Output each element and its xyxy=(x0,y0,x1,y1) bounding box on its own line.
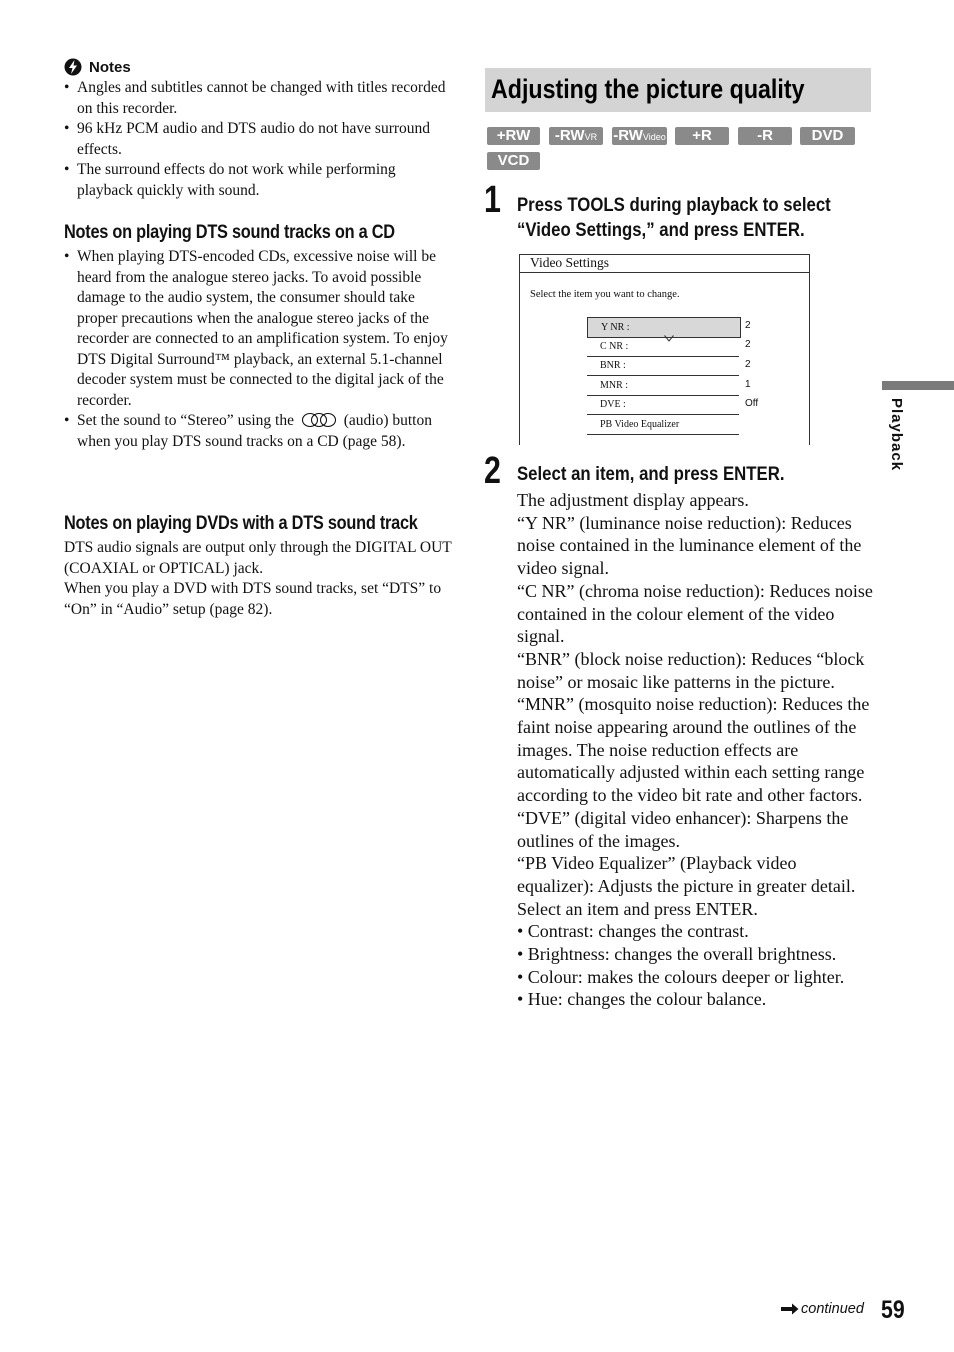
step-2-list-item: • Colour: makes the colours deeper or lighter. xyxy=(517,966,845,987)
step-1-heading xyxy=(517,193,831,243)
dts-cd-heading: Notes on playing DTS sound tracks on a CD xyxy=(64,222,395,243)
step-2-heading: Select an item, and press ENTER. xyxy=(517,463,785,485)
osd-value-mnr: 1 xyxy=(745,379,751,390)
osd-value-bnr: 2 xyxy=(745,359,751,370)
dts-dvd-paragraph: When you play a DVD with DTS sound tracks, set “DTS” to “On” in “Audio” setup (page 82). xyxy=(64,580,442,618)
osd-row-bnr[interactable] xyxy=(587,356,739,376)
step-2-body xyxy=(517,489,873,1011)
badge-rw-vr xyxy=(549,127,603,145)
osd-row-label: PB Video Equalizer xyxy=(600,419,680,430)
dts-dvd-heading: Notes on playing DVDs with a DTS sound track xyxy=(64,513,418,534)
step-1-line1: Press TOOLS during playback to select xyxy=(517,194,831,216)
osd-row-label: DVE : xyxy=(600,399,626,410)
notes-section xyxy=(64,58,454,201)
continued-label: continued xyxy=(801,1301,864,1317)
note-item: • Angles and subtitles cannot be changed with titles recorded on this recorder. xyxy=(64,78,454,119)
notes-icon xyxy=(64,58,82,76)
note-item: • 96 kHz PCM audio and DTS audio do not have surround effects. xyxy=(64,119,454,160)
osd-row-mnr[interactable] xyxy=(587,376,739,396)
step-1-line2: “Video Settings,” and press ENTER. xyxy=(517,219,805,241)
side-tab-label: Playback xyxy=(888,398,905,472)
dts-dvd-paragraph: DTS audio signals are output only through the DIGITAL OUT (COAXIAL or OPTICAL) jack. xyxy=(64,539,452,577)
arrow-right-icon xyxy=(781,1303,799,1315)
note-item: • The surround effects do not work while performing playback quickly with sound. xyxy=(64,160,454,201)
step-1-number: 1 xyxy=(484,179,501,221)
badge-rw-vr-sub: VR xyxy=(584,132,598,142)
audio-button-icon xyxy=(301,412,337,428)
osd-title: Video Settings xyxy=(530,255,610,270)
osd-value-cnr: 2 xyxy=(745,339,751,350)
badge-rw-video-sub: Video xyxy=(642,132,666,142)
badge-plus-r: +R xyxy=(675,127,729,145)
osd-row-dve[interactable] xyxy=(587,395,739,415)
step-2-list-item: • Hue: changes the colour balance. xyxy=(517,989,767,1010)
dts-cd-bullet xyxy=(64,411,454,452)
step-2-paragraph: “C NR” (chroma noise reduction): Reduces noise contained in the colour element of the video signal. xyxy=(517,580,873,647)
osd-value-ynr: 2 xyxy=(745,320,751,331)
section-banner xyxy=(485,68,871,112)
notes-title: Notes xyxy=(89,58,131,76)
continued-note xyxy=(781,1301,864,1317)
osd-row-label: C NR : xyxy=(600,341,629,352)
section-title: Adjusting the picture quality xyxy=(491,74,805,104)
step-2-list-item: • Contrast: changes the contrast. xyxy=(517,921,749,942)
badge-dvd: DVD xyxy=(800,127,855,145)
step-2-paragraph: “DVE” (digital video enhancer): Sharpens the outlines of the images. xyxy=(517,807,849,851)
step-2-paragraph: Select an item and press ENTER. xyxy=(517,898,758,919)
step-2-paragraph: “MNR” (mosquito noise reduction): Reduces the faint noise appearing around the outlines of the images. The noise reduction effects are automatically adjusted within each setting range according to the video bit rate and other factors. xyxy=(517,694,870,806)
step-2-paragraph: The adjustment display appears. xyxy=(517,490,749,510)
badge-rw-video xyxy=(612,127,667,145)
osd-row-label: BNR : xyxy=(600,360,626,371)
step-2-list-item: • Brightness: changes the overall brightness. xyxy=(517,944,837,965)
osd-value-dve: Off xyxy=(745,398,759,409)
badge-rw-video-main: -RW xyxy=(613,127,643,144)
osd-title-underline xyxy=(519,272,809,273)
step-2-paragraph: “PB Video Equalizer” (Playback video equalizer): Adjusts the picture in greater detail. xyxy=(517,853,856,896)
badge-rw-vr-main: -RW xyxy=(554,127,585,144)
badge-plus-rw: +RW xyxy=(487,127,540,145)
dts-cd-bullet2-start: Set the sound to “Stereo” using the xyxy=(77,412,294,429)
dts-cd-notes xyxy=(64,247,454,452)
step-2-number: 2 xyxy=(484,450,501,492)
notes-heading xyxy=(64,58,454,76)
osd-row-cnr[interactable] xyxy=(587,337,739,357)
osd-row-label: Y NR : xyxy=(601,322,630,333)
osd-row-label: MNR : xyxy=(600,380,629,391)
side-tab-bar xyxy=(882,381,954,390)
badge-vcd: VCD xyxy=(487,152,540,170)
osd-row-pb-equalizer[interactable] xyxy=(587,415,739,435)
page-number: 59 xyxy=(881,1296,905,1324)
step-2-paragraph: “Y NR” (luminance noise reduction): Reduces noise contained in the luminance element of the video signal. xyxy=(517,512,862,579)
dts-cd-bullet2-end: (audio) button when you play DTS sound tracks on a CD (page 58). xyxy=(77,412,432,450)
osd-instruction: Select the item you want to change. xyxy=(530,289,680,300)
badge-minus-r: -R xyxy=(738,127,792,145)
step-2-paragraph: “BNR” (block noise reduction): Reduces “block noise” or mosaic like patterns in the picture. xyxy=(517,648,865,692)
dts-cd-bullet: • When playing DTS-encoded CDs, excessive noise will be heard from the analogue stereo jacks. To avoid possible damage to the audio system, the consumer should take proper precautions when the analogue stereo jacks of the recorder are connected to an amplification system. To enjoy DTS Digital Surround™ playback, an external 5.1-channel decoder system must be connected to the digital jack of the recorder. xyxy=(64,247,454,411)
dts-dvd-notes xyxy=(64,538,454,620)
